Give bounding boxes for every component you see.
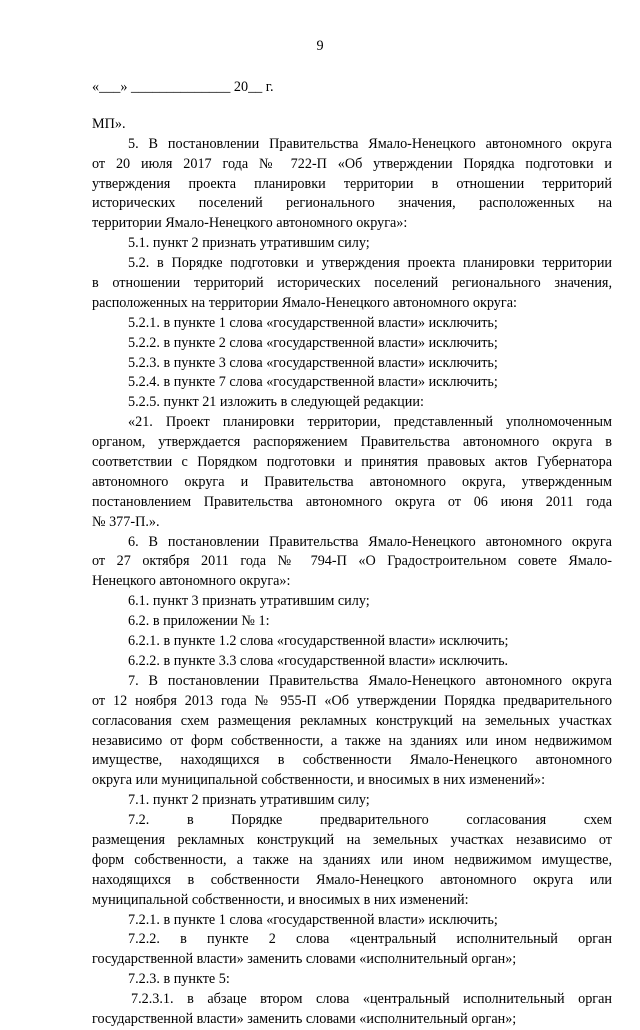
text-line: соответствии с Порядком подготовки и принятия правовых актов Губернатора [92,454,612,471]
text-line: 5.2.1. в пункте 1 слова «государственной власти» исключить; [128,314,498,331]
text-line: 5. В постановлении Правительства Ямало-Ненецкого автономного округа [128,135,612,152]
text-line: округа или муниципальной собственности, и вносимых в них изменений»: [92,772,546,789]
text-line: независимо от форм собственности, а также на зданиях или ином недвижимом [92,732,612,749]
text-line: органом, утверждается распоряжением Правительства автономного округа в [92,434,612,451]
spacer [92,98,612,115]
text-line: Ненецкого автономного округа»: [92,573,291,590]
text-line: МП». [92,115,126,132]
text-line: постановлением Правительства автономного округа от 06 июня 2011 года [92,493,612,510]
text-line: 7.2.1. в пункте 1 слова «государственной власти» исключить; [128,911,498,928]
text-line: исторических поселений регионального значения, расположенных на [92,195,612,212]
text-line: имуществе, находящихся в собственности Ямало-Ненецкого автономного [92,752,612,769]
text-line: 7.1. пункт 2 признать утратившим силу; [128,792,370,809]
page-number: 9 [316,38,324,54]
text-line: «21. Проект планировки территории, представленный уполномоченным [128,414,612,431]
text-line: территории Ямало-Ненецкого автономного округа»: [92,215,408,232]
text-line: 6.2.2. в пункте 3.3 слова «государственной власти» исключить. [128,652,509,669]
text-line: утверждения проекта планировки территории в отношении территорий [92,175,612,192]
text-line: форм собственности, а также на зданиях или ином недвижимом имуществе, [92,851,612,868]
text-line: № 377-П.». [92,513,160,530]
text-line: от 27 октября 2011 года № 794-П «О Градостроительном совете Ямало- [92,553,612,570]
text-line: 6.1. пункт 3 признать утратившим силу; [128,593,370,610]
text-line: 7.2.3.1. в абзаце втором слова «центральный исполнительный орган [131,991,612,1008]
text-line: от 20 июля 2017 года № 722-П «Об утверждении Порядка подготовки и [92,155,612,172]
text-line: автономного округа и Правительства автономного округа, утвержденным [92,473,612,490]
paragraph-lines [92,115,612,1030]
text-line: в отношении территорий исторических поселений регионального значения, [92,275,612,292]
text-line: 7. В постановлении Правительства Ямало-Ненецкого автономного округа [128,672,612,689]
document-body [92,78,612,1030]
text-line: расположенных на территории Ямало-Ненецкого автономного округа: [92,294,517,311]
text-line: государственной власти» заменить словами «исполнительный орган»; [92,1010,517,1027]
text-line: государственной власти» заменить словами «исполнительный орган»; [92,951,517,968]
text-line: 7.2. в Порядке предварительного согласования схем [128,812,612,829]
text-line: 6. В постановлении Правительства Ямало-Ненецкого автономного округа [128,533,612,550]
text-line: 7.2.2. в пункте 2 слова «центральный исполнительный орган [128,931,612,948]
text-line: находящихся в собственности Ямало-Ненецкого автономного округа или [92,871,612,888]
text-line: 6.2.1. в пункте 1.2 слова «государственной власти» исключить; [128,633,509,650]
text-line: согласования схем размещения рекламных конструкций на земельных участках [92,712,612,729]
text-line: муниципальной собственности, и вносимых в них изменений: [92,891,469,908]
text-line: размещения рекламных конструкций на земельных участках независимо от [92,831,612,848]
text-line: 5.1. пункт 2 признать утратившим силу; [128,235,370,252]
text-line: от 12 ноября 2013 года № 955-П «Об утверждении Порядка предварительного [92,692,612,709]
text-line: 5.2.3. в пункте 3 слова «государственной власти» исключить; [128,354,498,371]
text-line: 5.2.4. в пункте 7 слова «государственной власти» исключить; [128,374,498,391]
text-line: 5.2.5. пункт 21 изложить в следующей редакции: [128,394,424,411]
text-line: 5.2. в Порядке подготовки и утверждения проекта планировки территории [128,255,612,272]
text-line: 7.2.3. в пункте 5: [128,971,230,988]
text-line: 5.2.2. в пункте 2 слова «государственной власти» исключить; [128,334,498,351]
date-line: «___» ______________ 20__ г. [92,79,274,95]
text-line: 6.2. в приложении № 1: [128,613,270,630]
